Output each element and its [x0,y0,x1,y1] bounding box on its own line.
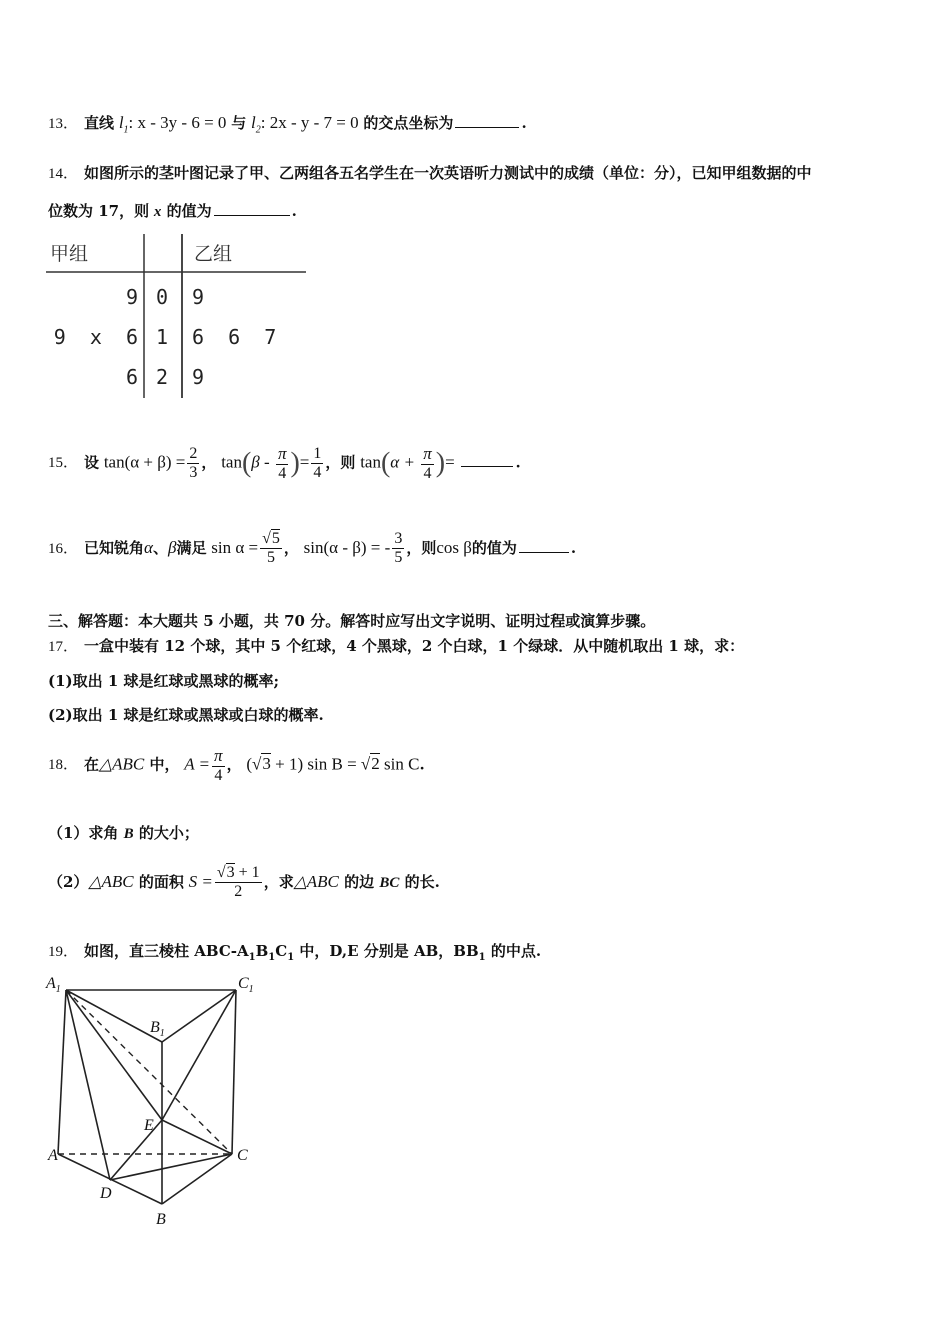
question-text: 满足 [176,538,207,557]
group-b-header: 乙组 [194,243,233,265]
q17-part1: (1)取出 1 球是红球或黑球的概率; [48,672,280,690]
fraction-pi-4: $\frac{\pi}{4}$ [423,444,432,482]
question-number: 18． [48,757,79,774]
expr-sin-diff: sin(α - β) = - [303,537,391,557]
label-c1: $C_1$ [238,975,254,995]
question-text: 一盒中装有 12 个球，其中 5 个红球，4 个黑球，2 个白球，1 个绿球．从中随机取出 1 球，求： [84,637,745,655]
period: . [419,755,425,774]
question-text: 的边 [338,872,380,891]
variable-x: x [153,204,162,220]
answer-blank[interactable] [519,538,569,553]
question-text: 在 [84,755,100,774]
expr-tan: tan [221,452,242,472]
line-l2: $l_2$ [251,113,261,136]
group-a-header: 甲组 [50,243,89,265]
paren-open: ( [380,447,391,479]
edge-aa1 [58,990,66,1154]
question-text: （2） [48,872,89,891]
var-alpha: α [144,537,153,557]
expr-sin-alpha: sin α = [211,537,259,557]
period: . [515,453,521,472]
equals: = [445,452,455,472]
question-number: 16． [48,540,79,557]
paren-open: ( [241,447,252,479]
fraction-2-3: $\frac{2}{3}$ [189,444,198,481]
separator: 、 [152,538,168,557]
triangle-abc: △ABC [88,871,134,891]
question-14-line1 [48,162,812,183]
expr-tan-sum: tan(α + β) = [103,452,186,472]
edge-b1c1 [162,990,236,1042]
question-text: 中， [144,755,180,774]
expr-cos-beta: cos β [436,537,472,557]
comma: ， [283,538,299,557]
edge-c1e [162,990,236,1120]
expr-sine-relation: (√3 + 1) sin B = √2 sin C [246,754,420,774]
label-a1: $A_1$ [46,975,61,995]
var-b: B [123,826,134,842]
paren-close: ) [290,447,300,479]
stem-leaf-plot [46,232,308,400]
q18-part2 [48,864,440,902]
leaf-left-row3: 6 [125,365,138,389]
equation-l1: : x - 3y - 6 = 0 [128,113,227,132]
leaf-left-row1: 9 [125,285,138,309]
label-d: D [100,1185,112,1202]
question-19 [48,940,541,963]
section-heading: 三、解答题：本大题共 5 小题，共 70 分。解答时应写出文字说明、证明过程或演算步骤。 [48,612,656,630]
question-number: 17． [48,639,79,655]
var-beta: β [167,537,177,557]
stem-row2: 1 [156,325,169,349]
edge-ec [162,1120,232,1154]
question-text: 与 [231,114,247,132]
leaf-left-row2: 9 x 6 [53,325,138,349]
question-text: 如图所示的茎叶图记录了甲、乙两组各五名学生在一次英语听力测试中的成绩（单位：分），已知甲组数据的中 [84,164,812,182]
equation-l2: : 2x - y - 7 = 0 [260,113,359,132]
stem-row3: 2 [156,365,169,389]
triangle-abc: △ABC [293,871,339,891]
period: . [570,538,577,557]
question-text: （1）求角 [48,824,124,842]
fraction-pi-4: $\frac{\pi}{4}$ [277,444,287,482]
expr-area: S = [188,871,213,891]
answer-blank[interactable] [455,113,519,128]
answer-blank[interactable] [214,201,290,216]
prism-figure [44,970,264,1230]
question-text: 如图，直三棱柱 ABC-$A_1B_1C_1$ 中，D,E 分别是 AB，$BB_1$ 的中点. [84,942,542,963]
expr-tan: tan [360,452,381,472]
q18-part1 [48,822,199,843]
period: . [291,202,297,220]
question-text: 的值为 [471,538,517,557]
expr-alpha: α + [390,452,420,472]
expr-beta: β - [251,452,274,472]
question-text: 的值为 [161,202,212,220]
edge-cc1 [232,990,236,1154]
question-text: 的交点坐标为 [363,114,454,132]
question-text: 位数为 17，则 [48,202,150,220]
triangle-abc: △ABC [99,754,145,774]
equals: = [299,452,310,472]
question-15 [48,444,521,483]
expr-angle-a: A = [184,754,211,774]
question-number: 14． [48,166,79,182]
fraction-1-4: $\frac{1}{4}$ [313,444,322,481]
question-text: 的大小； [133,824,199,842]
fraction-pi-4: $\frac{\pi}{4}$ [214,746,223,784]
question-18 [48,746,425,785]
question-number: 19． [48,944,79,960]
label-b1: $B_1$ [150,1019,165,1039]
question-13 [48,112,527,135]
label-e: E [144,1117,154,1134]
period: . [521,114,527,132]
question-number: 15． [48,455,79,472]
question-16 [48,530,576,568]
question-number: 13． [48,116,79,132]
leaf-right-row2: 6 6 7 [192,325,277,349]
stem-row1: 0 [156,285,169,309]
question-text: ，则 [325,453,356,472]
question-text: ，则 [406,538,437,557]
question-text: 设 [84,453,100,472]
question-text: 的面积 [133,872,184,891]
q17-part2: (2)取出 1 球是红球或黑球或白球的概率. [48,706,324,724]
leaf-right-row1: 9 [192,285,205,309]
answer-blank[interactable] [461,452,513,467]
edge-a1b1 [66,990,162,1042]
line-l1: $l_1$ [118,113,129,136]
question-text: 已知锐角 [84,538,145,557]
question-text: 直线 [84,114,115,132]
comma: ， [226,755,242,774]
fraction-sqrt5-5: $\frac{√5}{5}$ [262,530,280,567]
comma: ， [201,453,217,472]
fraction-area: $\frac{√3 + 1}{2}$ [216,864,260,901]
question-14-line2 [48,200,297,221]
label-b: B [156,1211,166,1228]
question-17 [48,635,744,656]
fraction-3-5: $\frac{3}{5}$ [394,530,403,567]
label-a: A [48,1147,58,1164]
side-bc: BC [379,874,400,891]
question-text: 的长. [399,872,440,891]
label-c: C [237,1147,248,1164]
question-text: ，求 [263,872,294,891]
paren-close: ) [435,447,446,479]
leaf-right-row3: 9 [192,365,205,389]
